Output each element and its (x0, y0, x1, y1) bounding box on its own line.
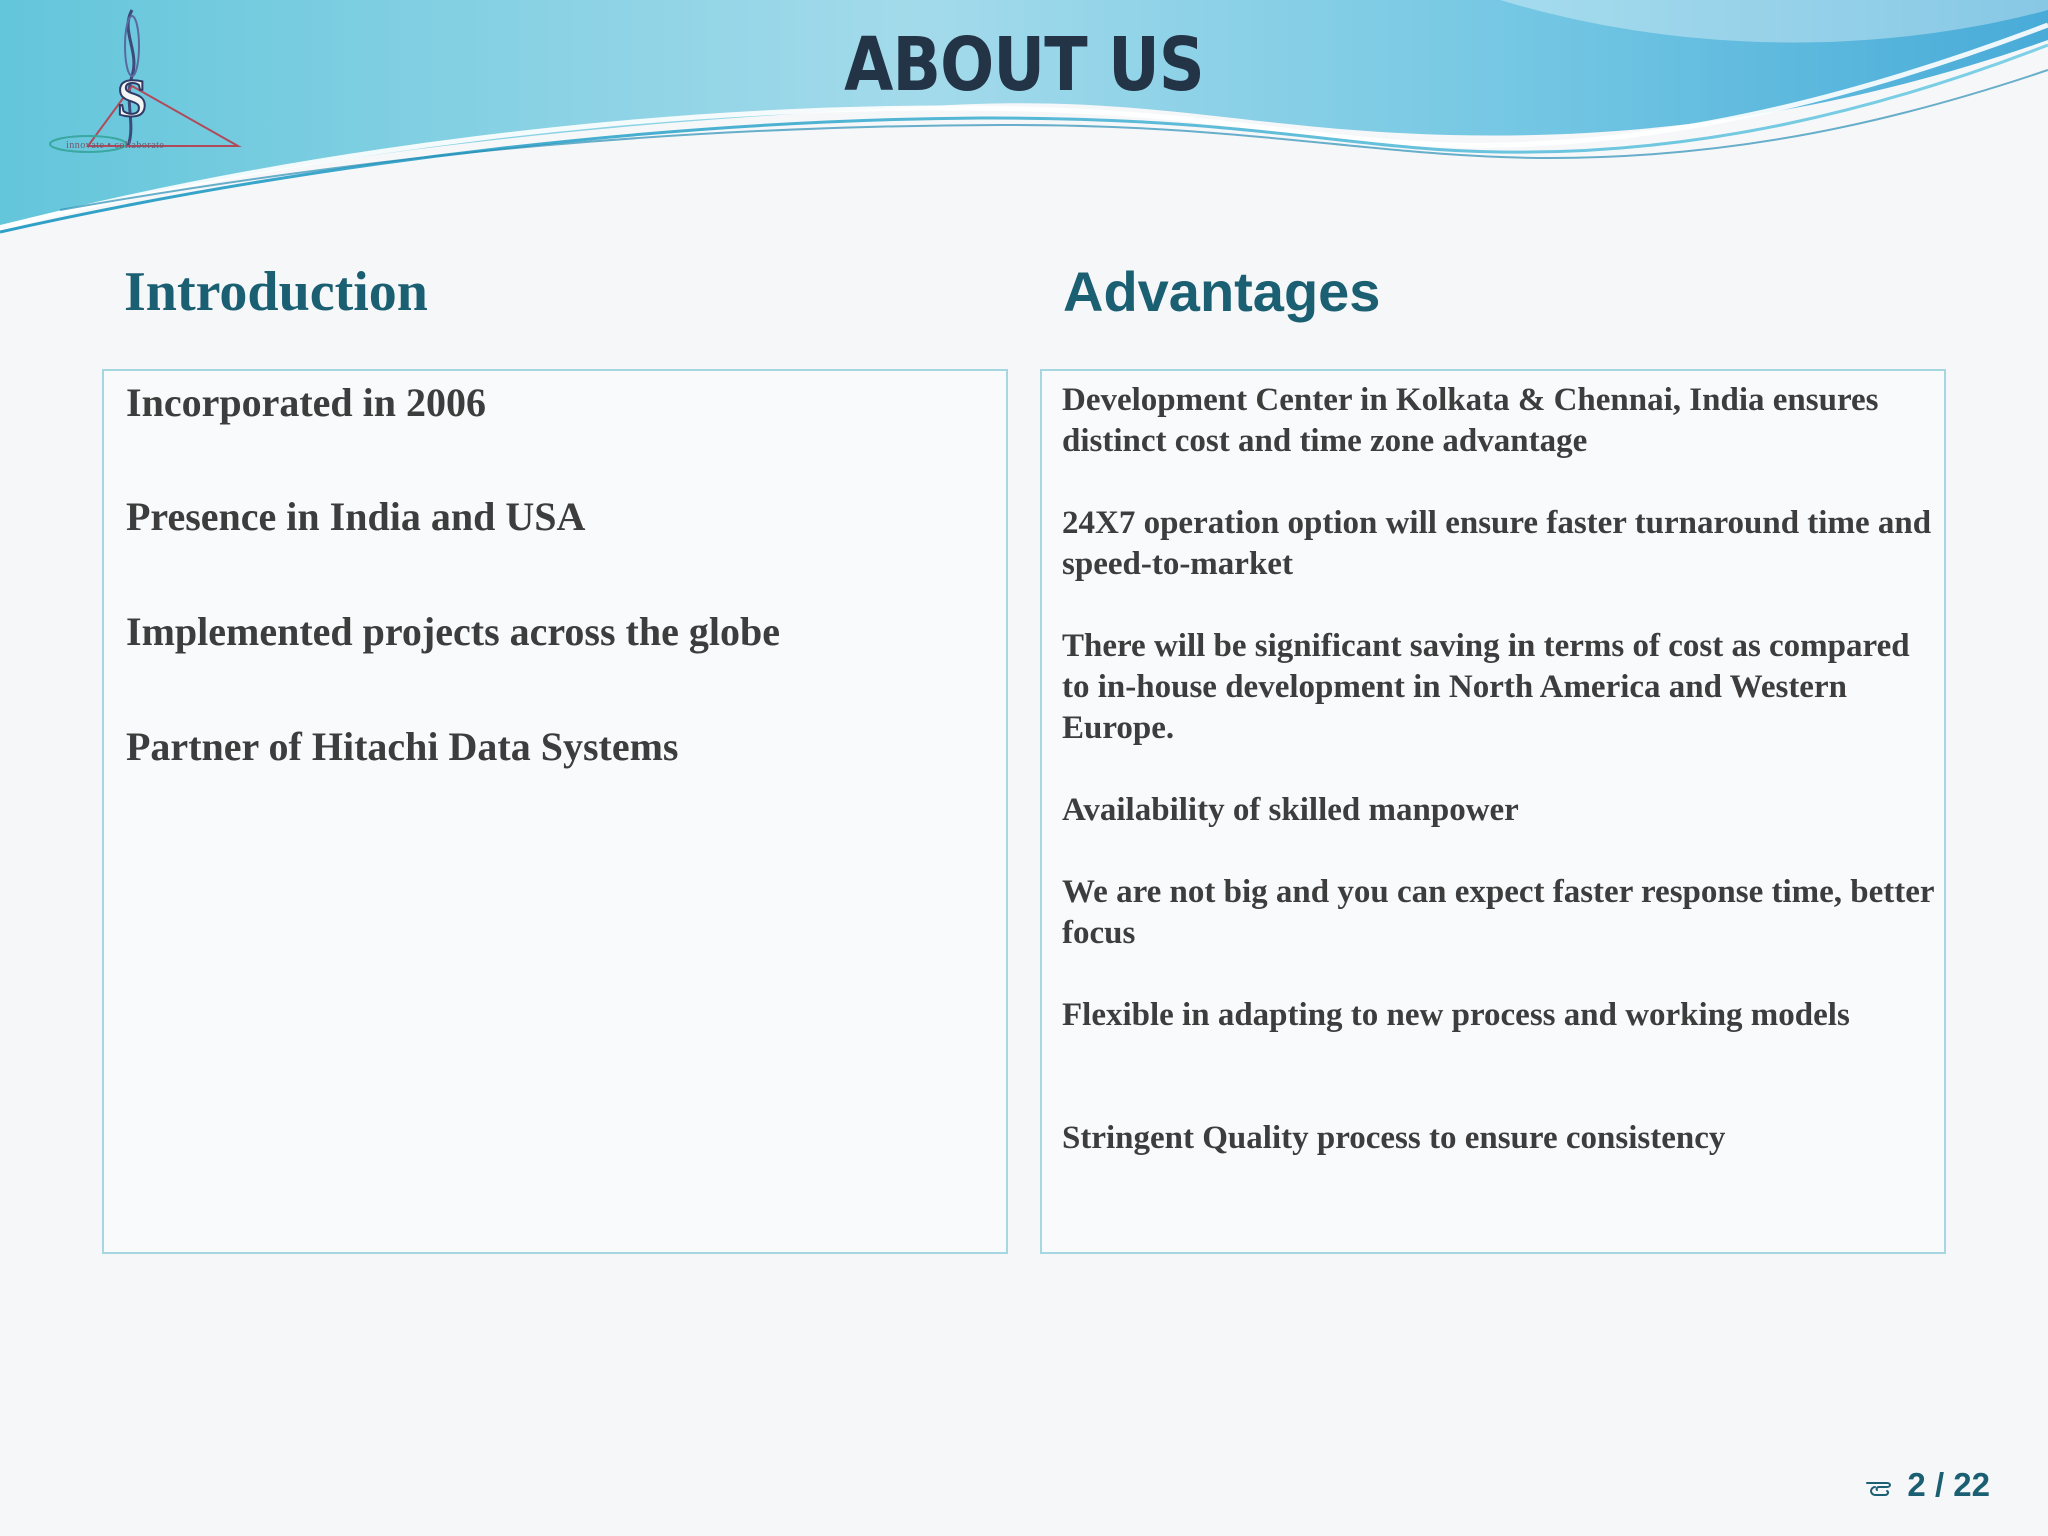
svg-text:S: S (116, 68, 148, 128)
adv-item-flexible: Flexible in adapting to new process and working models (1062, 997, 1850, 1033)
introduction-panel (102, 369, 1008, 1254)
page-number (1865, 1466, 1990, 1504)
intro-item-projects: Implemented projects across the globe (126, 609, 780, 654)
intro-item-partner: Partner of Hitachi Data Systems (126, 724, 679, 769)
page-number-text: 2 / 22 (1907, 1466, 1990, 1503)
advantages-heading: Advantages (1063, 260, 1381, 323)
adv-item-quality: Stringent Quality process to ensure consistency (1062, 1120, 1726, 1156)
introduction-heading: Introduction (124, 261, 428, 323)
intro-item-presence: Presence in India and USA (126, 494, 586, 539)
adv-item-24x7: 24X7 operation option will ensure faster turnaround time and speed-to-market (1062, 505, 1932, 582)
intro-item-incorporated: Incorporated in 2006 (126, 380, 486, 425)
adv-item-faster-response: We are not big and you can expect faster response time, better focus (1062, 874, 1934, 951)
slide-title: ABOUT US (844, 22, 1204, 108)
adv-item-development-center: Development Center in Kolkata & Chennai, India ensures distinct cost and time zone advantage (1062, 382, 1879, 459)
logo-tagline: innovate • collaborate (66, 140, 165, 151)
advantages-panel (1040, 369, 1946, 1254)
adv-item-cost-saving: There will be significant saving in terms of cost as compared to in-house development in North America and Western Europe. (1062, 628, 1910, 746)
pointing-hand-icon (1865, 1473, 1903, 1497)
adv-item-manpower: Availability of skilled manpower (1062, 792, 1519, 828)
